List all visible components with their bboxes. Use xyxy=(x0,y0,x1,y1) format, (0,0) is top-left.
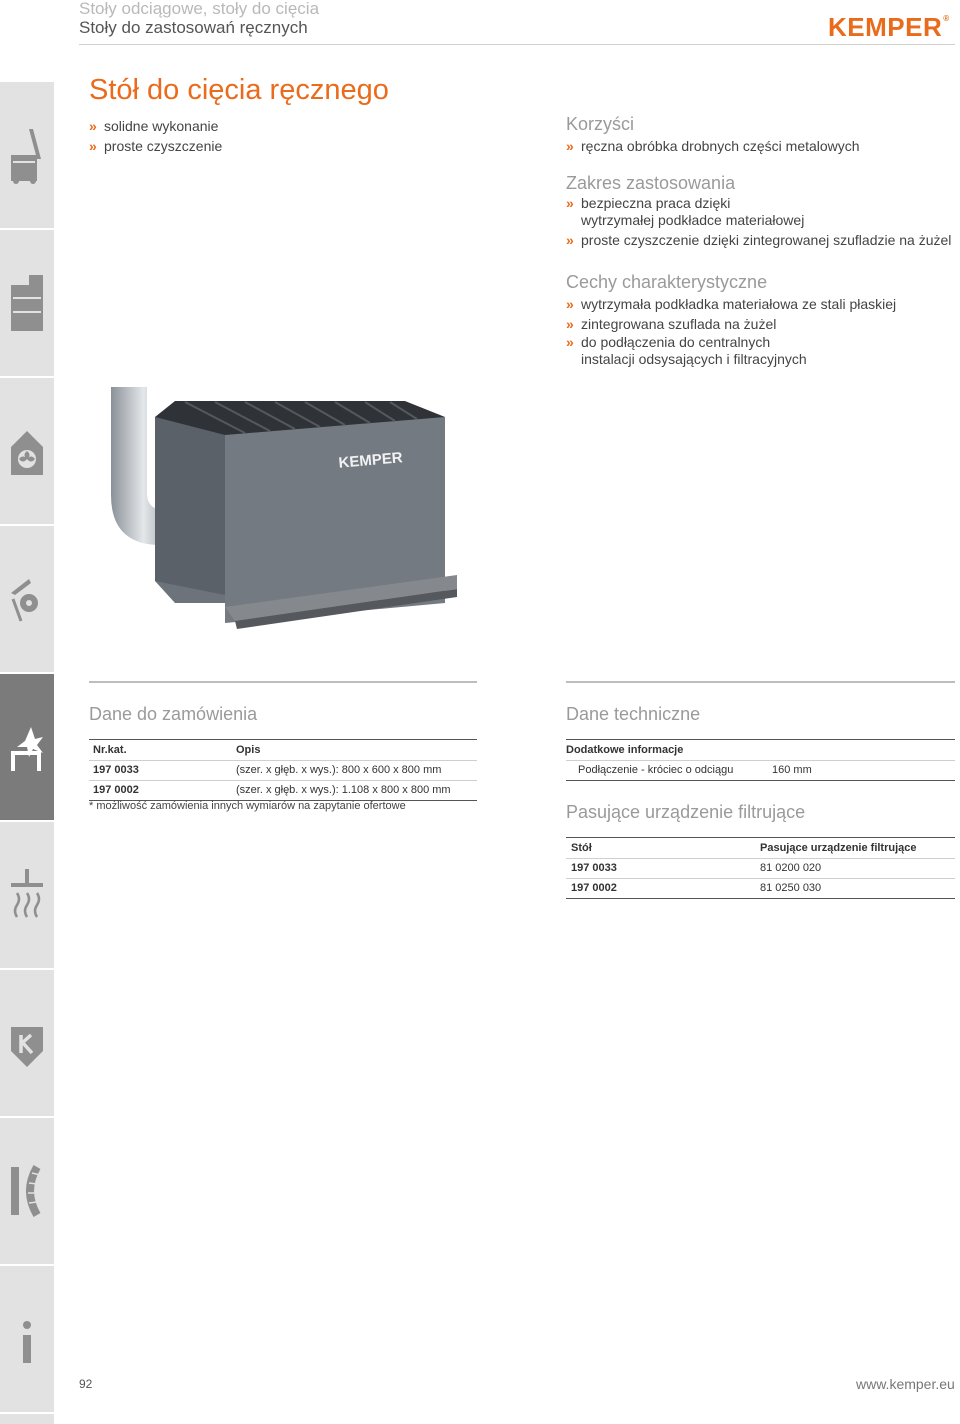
table-row xyxy=(89,760,477,781)
divider xyxy=(566,681,955,683)
list-item: » bezpieczna praca dzięki wytrzymałej podkładce materiałowej xyxy=(566,195,805,228)
table-header xyxy=(89,740,477,761)
cutting-table-image xyxy=(105,385,465,660)
column-header: Opis xyxy=(236,744,261,756)
column-header: Stół xyxy=(571,842,592,854)
table-cell: (szer. x głęb. x wys.): 800 x 600 x 800 mm xyxy=(236,764,442,776)
table-header xyxy=(566,838,955,859)
zakres-list xyxy=(566,195,951,249)
table-cell: 197 0002 xyxy=(93,784,139,796)
page-number: 92 xyxy=(79,1377,93,1391)
list-item: » proste czyszczenie dzięki zintegrowanej szufladzie na żużel xyxy=(566,232,952,248)
column-header: Nr.kat. xyxy=(93,744,127,756)
list-item: » proste czyszczenie xyxy=(89,138,223,154)
fan-house-icon[interactable] xyxy=(0,378,54,526)
header-divider xyxy=(79,44,955,45)
feature-list xyxy=(89,116,222,156)
filter-unit-icon[interactable] xyxy=(0,230,54,378)
table-cell: Podłączenie - króciec o odciągu xyxy=(578,764,734,776)
table-cell: 197 0002 xyxy=(571,882,617,894)
table-cell: 81 0250 030 xyxy=(760,882,822,894)
column-header: Pasujące urządzenie filtrujące xyxy=(760,842,917,854)
shield-k-icon[interactable] xyxy=(0,970,54,1118)
list-item: » solidne wykonanie xyxy=(89,118,219,134)
list-item: » zintegrowana szuflada na żużel xyxy=(566,316,777,332)
wall-fan-icon[interactable] xyxy=(0,526,54,674)
table-cell: 81 0200 020 xyxy=(760,862,822,874)
website-link[interactable]: www.kemper.eu xyxy=(856,1376,955,1392)
section-title-tech: Dane techniczne xyxy=(566,704,701,724)
list-item: » do podłączenia do centralnych instalacji odsysających i filtracyjnych xyxy=(566,334,807,367)
section-title-zakres: Zakres zastosowania xyxy=(566,173,736,193)
heat-icon[interactable] xyxy=(0,822,54,970)
list-item: » wytrzymała podkładka materiałowa ze stali płaskiej xyxy=(566,296,897,312)
section-title-cechy: Cechy charakterystyczne xyxy=(566,272,768,292)
section-title-korzysci: Korzyści xyxy=(566,114,635,134)
korzysci-list xyxy=(566,136,860,156)
table-row xyxy=(566,760,955,781)
sidebar xyxy=(0,82,54,1424)
image-logo: KEMPER xyxy=(337,449,404,472)
tech-header xyxy=(566,740,955,761)
table-cell: (szer. x głęb. x wys.): 1.108 x 800 x 800 mm xyxy=(236,784,451,796)
table-row xyxy=(566,878,955,899)
table-cell: 197 0033 xyxy=(571,862,617,874)
list-item: » ręczna obróbka drobnych części metalowych xyxy=(566,138,860,154)
info-icon[interactable] xyxy=(0,1266,54,1414)
extraction-arm-icon[interactable] xyxy=(0,82,54,230)
section-title-order: Dane do zamówienia xyxy=(89,704,258,724)
product-title: Stół do cięcia ręcznego xyxy=(89,74,389,106)
divider xyxy=(89,681,477,683)
section-title-filter: Pasujące urządzenie filtrujące xyxy=(566,802,806,822)
table-row xyxy=(566,858,955,879)
hose-icon[interactable] xyxy=(0,1118,54,1266)
table-row xyxy=(89,780,477,801)
cechy-list xyxy=(566,294,896,368)
cutting-table-icon[interactable] xyxy=(0,674,54,822)
column-header: Dodatkowe informacje xyxy=(566,744,684,756)
header-category: Stoły odciągowe, stoły do cięcia xyxy=(79,0,320,18)
table-cell: 160 mm xyxy=(772,764,812,776)
kemper-logo: KEMPER® xyxy=(828,12,950,42)
order-footnote: * możliwość zamówienia innych wymiarów na zapytanie ofertowe xyxy=(89,800,406,812)
header-subcategory: Stoły do zastosowań ręcznych xyxy=(79,18,308,37)
table-cell: 197 0033 xyxy=(93,764,139,776)
